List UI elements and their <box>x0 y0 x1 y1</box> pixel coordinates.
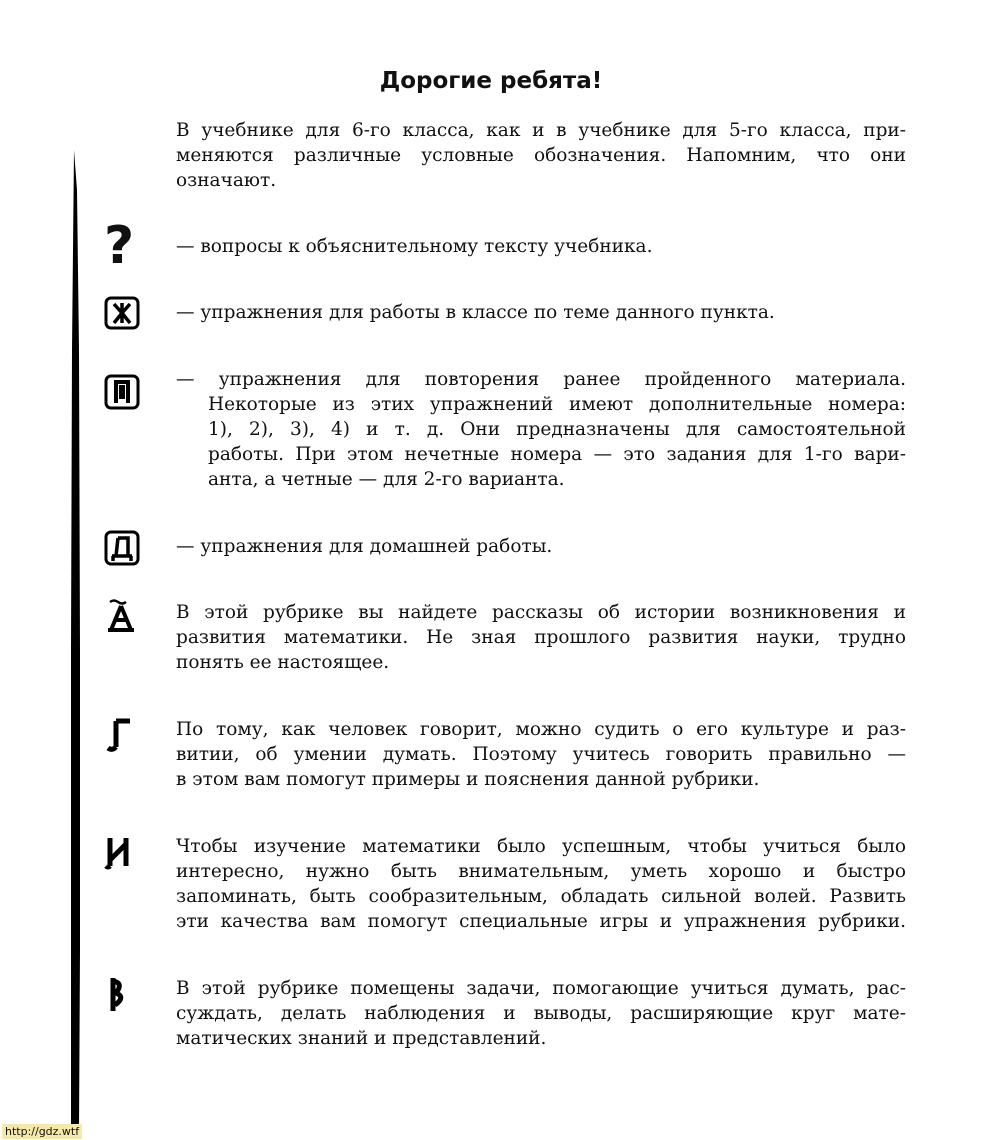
legend-text: Некоторые из этих упражнений имеют дополнительные номера: <box>208 394 906 415</box>
legend-text: анта, а четные — для 2-го варианта. <box>208 469 565 490</box>
rubric-speech <box>176 717 906 792</box>
rubric-reasoning <box>176 976 906 1051</box>
rubric-text: витии, об умении думать. Поэтому учитесь говорить правильно — <box>176 744 906 765</box>
rubric-text: матических знаний и представлений. <box>176 1028 547 1049</box>
rubric-text: в этом вам помогут примеры и пояснения данной рубрики. <box>176 769 760 790</box>
speech-icon <box>106 717 132 757</box>
legend-text: 1), 2), 3), 4) и т. д. Они предназначены для самостоятельной <box>208 419 906 440</box>
source-link[interactable]: http://gdz.wtf <box>2 1124 82 1139</box>
legend-homework <box>176 534 906 559</box>
rubric-text: развития математики. Не зная прошлого развития науки, трудно <box>176 627 906 648</box>
page-title: Дорогие ребята! <box>379 68 603 94</box>
rubric-text: запоминать, быть сообразительным, обладать сильной волей. Развить <box>176 886 906 907</box>
rubric-history <box>176 600 906 675</box>
intro-paragraph <box>176 118 906 193</box>
review-icon <box>104 374 140 410</box>
rubric-text: В этой рубрике помещены задачи, помогающие учиться думать, рас- <box>176 978 906 999</box>
rubric-text: В этой рубрике вы найдете рассказы об истории возникновения и <box>176 602 906 623</box>
rubric-text: эти качества вам помогут специальные игры и упражнения рубрики. <box>176 911 906 932</box>
rubric-text: суждать, делать наблюдения и выводы, расширяющие круг мате- <box>176 1003 906 1024</box>
legend-text: — вопросы к объяснительному тексту учебника. <box>176 236 653 257</box>
page-edge-shadow <box>71 150 81 1130</box>
legend-text: — упражнения для домашней работы. <box>176 536 553 557</box>
rubric-text: интересно, нужно быть внимательным, уметь хорошо и быстро <box>176 861 906 882</box>
rubric-text: Чтобы изучение математики было успешным, чтобы учиться было <box>176 836 906 857</box>
reasoning-icon <box>106 975 128 1017</box>
intro-line: В учебнике для 6-го класса, как и в учебнике для 5-го класса, при- <box>176 120 906 141</box>
rubric-games <box>176 834 906 934</box>
classwork-icon <box>104 296 140 330</box>
rubric-text: понять ее настоящее. <box>176 652 390 673</box>
legend-review <box>176 367 906 492</box>
rubric-text: По тому, как человек говорит, можно судить о его культуре и раз- <box>176 719 906 740</box>
legend-classwork <box>176 300 906 325</box>
legend-text: работы. При этом нечетные номера — это задания для 1-го вари- <box>208 444 906 465</box>
games-icon <box>104 834 132 874</box>
intro-line: меняются различные условные обозначения. Напомним, что они <box>176 145 906 166</box>
legend-text: — упражнения для работы в классе по теме данного пункта. <box>176 302 775 323</box>
legend-text: — упражнения для повторения ранее пройденного материала. <box>176 369 906 390</box>
homework-icon <box>104 530 140 566</box>
legend-questions <box>176 234 906 259</box>
history-icon <box>104 598 138 638</box>
intro-line: означают. <box>176 170 277 191</box>
question-mark-icon: ? <box>104 216 135 276</box>
